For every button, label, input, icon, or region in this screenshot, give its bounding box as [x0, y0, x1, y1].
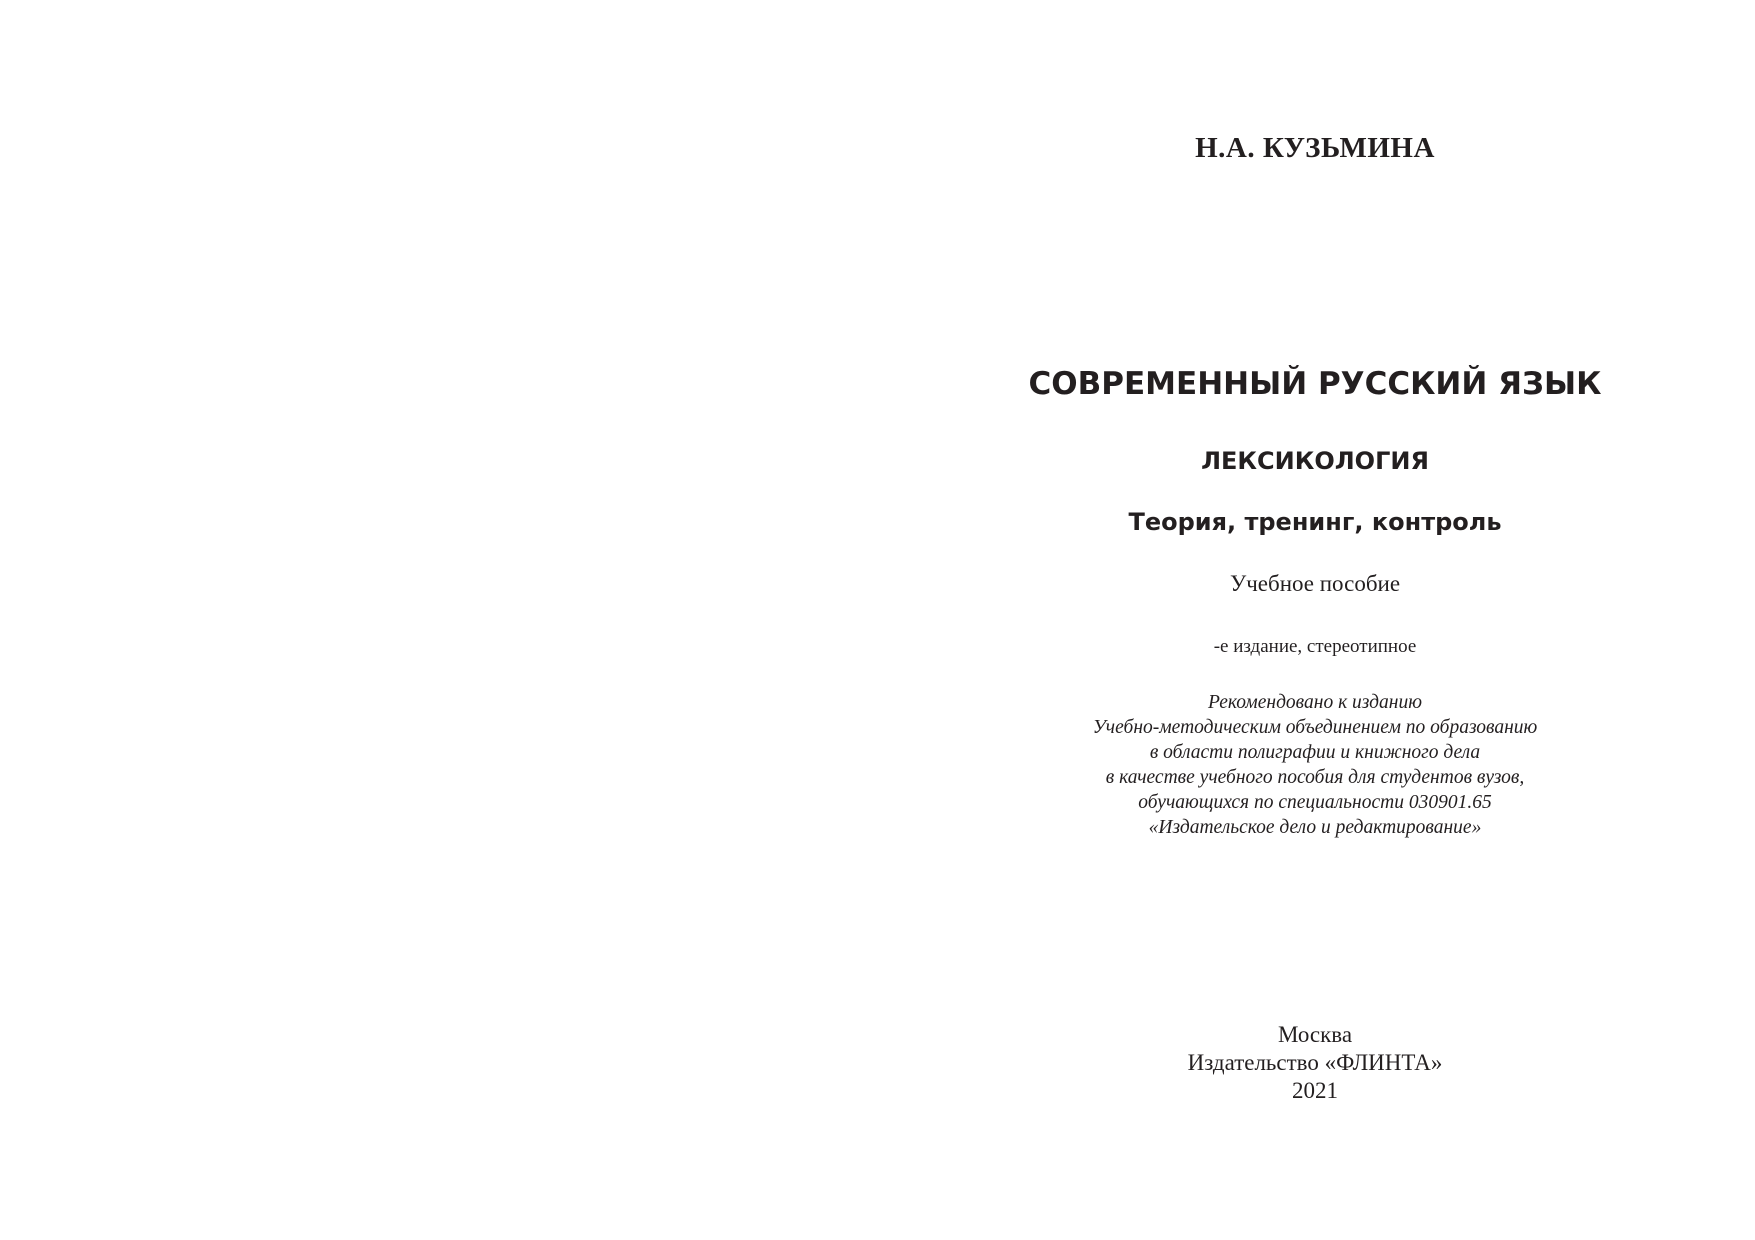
book-title: СОВРЕМЕННЫЙ РУССКИЙ ЯЗЫК: [1028, 366, 1602, 402]
author-name: Н.А. КУЗЬМИНА: [1195, 132, 1435, 164]
recommendation-line: Рекомендовано к изданию: [1208, 692, 1422, 713]
recommendation-block: [1000, 690, 1630, 840]
book-subtitle: ЛЕКСИКОЛОГИЯ: [1201, 447, 1429, 475]
recommendation-line: в качестве учебного пособия для студентов вузов,: [1105, 767, 1525, 788]
imprint: [1000, 1021, 1630, 1105]
imprint-publisher: Издательство «ФЛИНТА»: [1187, 1050, 1443, 1075]
edition-note: -е издание, стереотипное: [1213, 636, 1417, 657]
title-page: [1000, 0, 1630, 1240]
recommendation-line: Учебно-методическим объединением по образованию: [1092, 717, 1538, 738]
recommendation-line: обучающихся по специальности 030901.65: [1138, 792, 1492, 813]
book-tagline: Теория, тренинг, контроль: [1128, 508, 1502, 536]
book-type: Учебное пособие: [1229, 571, 1401, 596]
recommendation-line: «Издательское дело и редактирование»: [1148, 817, 1482, 838]
imprint-city: Москва: [1277, 1022, 1353, 1047]
imprint-year: 2021: [1292, 1078, 1338, 1103]
blank-left-page: [0, 0, 877, 1240]
recommendation-line: в области полиграфии и книжного дела: [1149, 742, 1481, 763]
